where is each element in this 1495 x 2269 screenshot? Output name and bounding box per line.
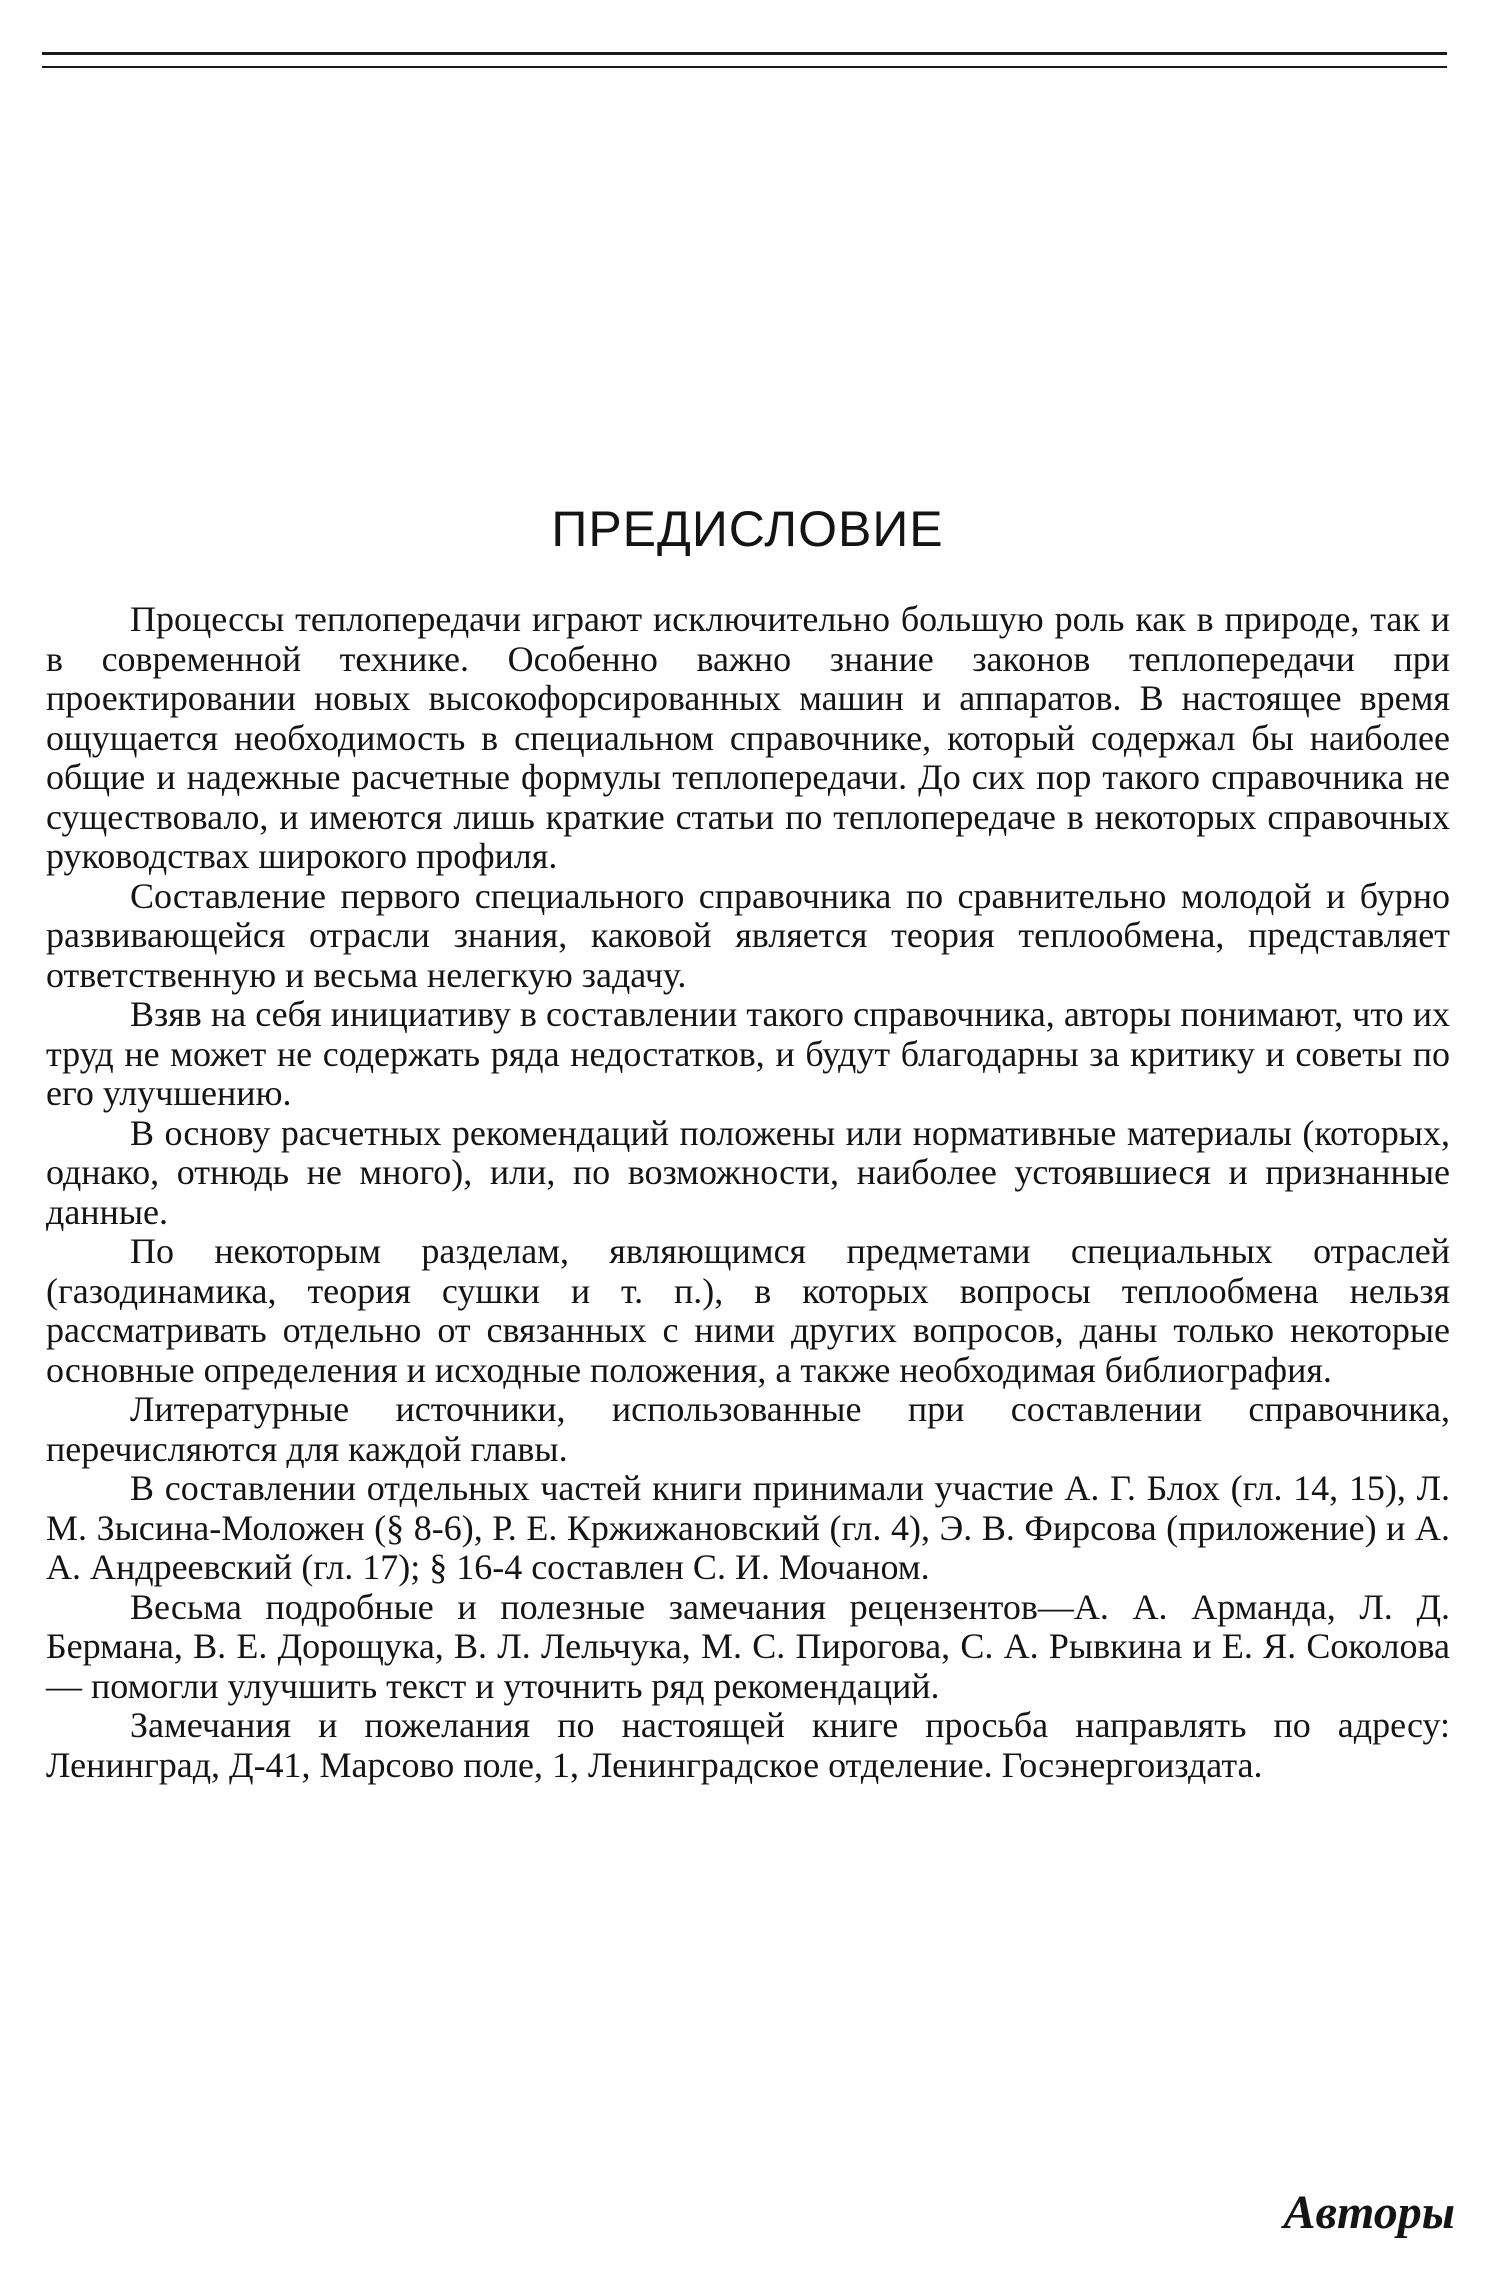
paragraph-7: В составлении отдельных частей книги принимали участие А. Г. Блох (гл. 14, 15), Л. М. Зысина-Моложен (§ 8-6), Р. Е. Кржижановский (гл. 4), Э. В. Фирсова (приложение) и А. А. Андреевский (гл. 17); § 16-4 составлен С. И. Мочаном. [46,1468,1450,1587]
paragraph-2: Составление первого специального справочника по сравнительно молодой и бурно развивающейся отрасли знания, каковой является теория теплообмена, представляет ответственную и весьма нелегкую задачу. [46,875,1450,995]
paragraph-5: По некоторым разделам, являющимся предметами специальных отраслей (газодинамика, теория сушки и т. п.), в которых вопросы теплообмена нельзя рассматривать отдельно от связанных с ними других вопросов, даны только некоторые основные определения и исходные положения, а также необходимая библиография. [46,1231,1450,1390]
paragraph-8: Весьма подробные и полезные замечания рецензентов—А. А. Арманда, Л. Д. Бермана, В. Е. Дорощука, В. Л. Лельчука, М. С. Пирогова, С. А. Рывкина и Е. Я. Соколова — помогли улучшить текст и уточнить ряд рекомендаций. [46,1586,1450,1706]
signature-authors: Авторы [1283,2186,1455,2239]
preface-body [46,600,1450,1785]
header-rule-bottom [42,66,1447,68]
paragraph-3: Взяв на себя инициативу в составлении такого справочника, авторы понимают, что их труд не может не содержать ряда недостатков, и будут благодарны за критику и советы по его улучшению. [46,994,1450,1113]
page-title: ПРЕДИСЛОВИЕ [551,501,944,557]
header-rule-top [42,52,1447,55]
paragraph-6: Литературные источники, использованные при составлении справочника, перечисляются для каждой главы. [46,1389,1450,1469]
paragraph-9: Замечания и пожелания по настоящей книге просьба направлять по адресу: Ленинград, Д-41, Марсово поле, 1, Ленинградское отделение. Госэнергоиздата. [46,1705,1450,1785]
paragraph-1: Процессы теплопередачи играют исключительно большую роль как в природе, так и в современной технике. Особенно важно знание законов теплопередачи при проектировании новых высокофорсированных машин и аппаратов. В настоящее время ощущается необходимость в специальном справочнике, который содержал бы наиболее общие и надежные расчетные формулы теплопередачи. До сих пор такого справочника не существовало, и имеются лишь краткие статьи по теплопередаче в некоторых справочных руководствах широкого профиля. [46,599,1450,876]
paragraph-4: В основу расчетных рекомендаций положены или нормативные материалы (которых, однако, отнюдь не много), или, по возможности, наиболее устоявшиеся и признанные данные. [46,1112,1450,1232]
